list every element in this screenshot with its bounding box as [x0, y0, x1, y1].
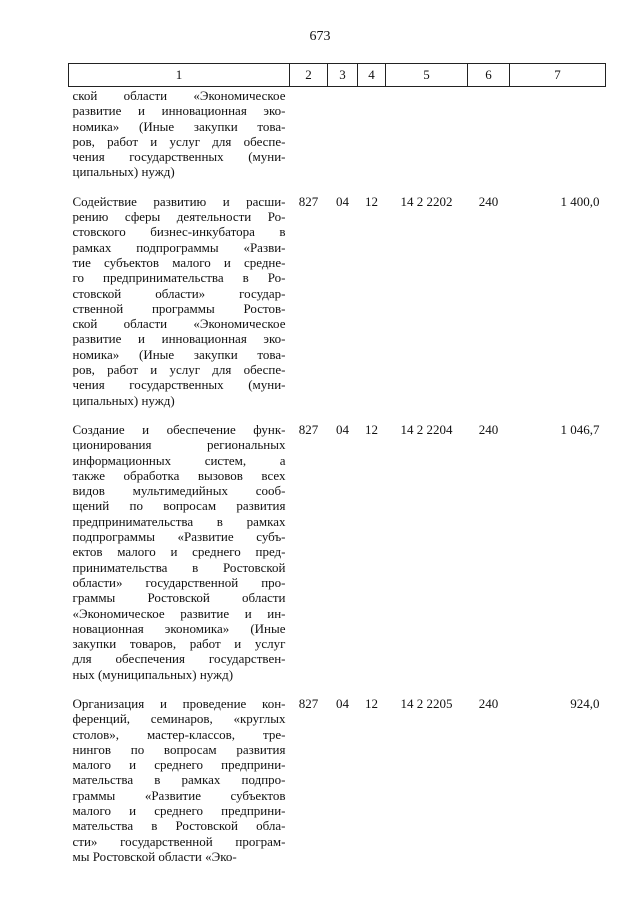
description-line: нингов по вопросам развития: [72, 741, 286, 757]
section-code: 04: [336, 421, 349, 437]
description-line: ных (муниципальных) нужд): [72, 666, 234, 682]
description-line: Создание и обеспечение функ-: [72, 421, 286, 437]
description-line: ской области «Экономическое: [72, 88, 286, 103]
table-row: [69, 87, 606, 194]
description-line: предпринимательства в рамках: [72, 513, 286, 529]
description-line: новационная экономика» (Иные: [72, 620, 286, 636]
column-header-4: 4: [358, 64, 386, 87]
description-line: для обеспечения государствен-: [72, 651, 286, 667]
target-article-code: 14 2 2204: [400, 421, 453, 437]
description-line: рамках подпрограммы «Разви-: [72, 239, 286, 255]
subsection-code: 12: [365, 193, 378, 209]
description-line: Содействие развитию и расши-: [72, 193, 286, 209]
table-row: [69, 194, 606, 422]
ministry-code: 827: [298, 695, 319, 711]
description-line: ципальных) нужд): [72, 392, 175, 408]
description-line: номика» (Иные закупки това-: [72, 118, 286, 134]
description-line: щений по вопросам развития: [72, 498, 286, 514]
description-line: ственной программы Ростов-: [72, 300, 286, 316]
page-number: 673: [309, 29, 331, 44]
item-description: [69, 194, 290, 422]
description-line: граммы «Развитие субъектов: [72, 787, 286, 803]
description-line: сти» государственной програм-: [72, 833, 286, 849]
description-line: стовского бизнес-инкубатора в: [72, 224, 286, 240]
description-line: тие субъектов малого и средне-: [72, 254, 286, 270]
section-code: 04: [336, 193, 349, 209]
target-article-code: [386, 87, 468, 194]
subsection-code: 12: [365, 695, 378, 711]
column-header-6: 6: [468, 64, 510, 87]
description-line: граммы Ростовской области: [72, 590, 286, 606]
description-line: го предпринимательства в Ро-: [72, 270, 286, 286]
item-description: [69, 87, 290, 194]
description-line: мательства в Ростовской обла-: [72, 818, 286, 834]
description-line: развитие и инновационная эко-: [72, 331, 286, 347]
description-line: Организация и проведение кон-: [72, 695, 286, 711]
expense-type-code: [468, 87, 510, 194]
expense-type-code: 240: [478, 193, 499, 209]
description-line: ской области «Экономическое: [72, 316, 286, 332]
target-article-code: 14 2 2205: [400, 695, 453, 711]
description-line: области» государственной про-: [72, 574, 286, 590]
column-header-1: 1: [69, 64, 290, 87]
section-code: 04: [336, 695, 349, 711]
subsection-code: [358, 87, 386, 194]
description-line: рению сферы деятельности Ро-: [72, 209, 286, 225]
ministry-code: 827: [298, 193, 319, 209]
table-row: [69, 422, 606, 696]
table-row: [69, 696, 606, 878]
description-line: столов», мастер-классов, тре-: [72, 726, 286, 742]
table-header-row: [69, 64, 606, 87]
description-line: «Экономическое развитие и ин-: [72, 605, 286, 621]
description-line: закупки товаров, работ и услуг: [72, 636, 286, 652]
description-line: ров, работ и услуг для обеспе-: [72, 133, 286, 149]
description-line: ционирования региональных: [72, 437, 286, 453]
description-line: мательства в рамках подпро-: [72, 772, 286, 788]
subsection-code: 12: [365, 421, 378, 437]
description-line: ров, работ и услуг для обеспе-: [72, 362, 286, 378]
column-header-3: 3: [328, 64, 358, 87]
description-line: номика» (Иные закупки това-: [72, 346, 286, 362]
target-article-code: 14 2 2202: [400, 193, 453, 209]
description-line: также обработка вызовов всех: [72, 467, 286, 483]
table-body: [69, 87, 606, 879]
description-line: стовской области» государ-: [72, 285, 286, 301]
description-line: малого и среднего предприни-: [72, 757, 286, 773]
ministry-code: [290, 87, 328, 194]
amount: [510, 87, 606, 194]
description-line: ектов малого и среднего пред-: [72, 544, 286, 560]
item-description: [69, 422, 290, 696]
column-header-2: 2: [290, 64, 328, 87]
description-line: ференций, семинаров, «круглых: [72, 711, 286, 727]
column-header-7: 7: [510, 64, 606, 87]
description-line: чения государственных (муни-: [72, 377, 286, 393]
section-code: [328, 87, 358, 194]
description-line: чения государственных (муни-: [72, 149, 286, 165]
amount: 924,0: [570, 695, 600, 711]
description-line: ципальных) нужд): [72, 164, 175, 180]
description-line: информационных систем, а: [72, 452, 286, 468]
budget-table: [68, 63, 606, 878]
expense-type-code: 240: [478, 421, 499, 437]
amount: 1 400,0: [560, 193, 600, 209]
column-header-5: 5: [386, 64, 468, 87]
expense-type-code: 240: [478, 695, 499, 711]
amount: 1 046,7: [560, 421, 600, 437]
ministry-code: 827: [298, 421, 319, 437]
description-line: подпрограммы «Развитие субъ-: [72, 529, 286, 545]
description-line: видов мультимедийных сооб-: [72, 483, 286, 499]
description-line: мы Ростовской области «Эко-: [72, 848, 237, 864]
description-line: развитие и инновационная эко-: [72, 103, 286, 119]
description-line: малого и среднего предприни-: [72, 803, 286, 819]
item-description: [69, 696, 290, 878]
description-line: принимательства в Ростовской: [72, 559, 286, 575]
